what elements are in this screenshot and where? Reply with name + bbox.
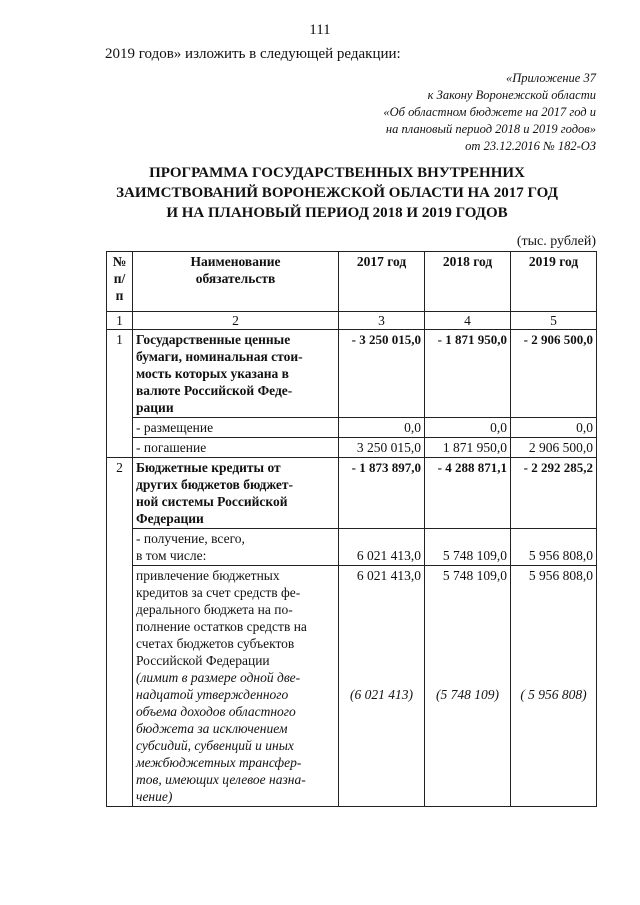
value-2017-cell — [339, 566, 425, 807]
header-2019: 2019 год — [511, 252, 597, 312]
value-2017: 0,0 — [339, 418, 425, 438]
appendix-reference — [383, 70, 596, 155]
header-2018: 2018 год — [425, 252, 511, 312]
row-name-placement: - размещение — [133, 418, 339, 438]
limit-note: (лимит в размере одной две- надцатой утвержденного объема доходов областного бюджета за исключением субсидий, субвенций и иных межбюджетных трансфер- тов, имеющих целевое назна- чение) — [136, 670, 306, 804]
value-2018: 5 748 109,0 — [442, 568, 507, 583]
header-num: № п/ п — [107, 252, 133, 312]
table-row-receipt — [107, 529, 597, 566]
value-2017: - 1 873 897,0 — [339, 458, 425, 529]
appendix-line: от 23.12.2016 № 182-ОЗ — [465, 139, 596, 153]
title-line: И НА ПЛАНОВЫЙ ПЕРИОД 2018 И 2019 ГОДОВ — [166, 205, 508, 221]
table-row-repayment — [107, 438, 597, 458]
row-name-budget-credits: Бюджетные кредиты от других бюджетов бюджет- ной системы Российской Федерации — [133, 458, 339, 529]
limit-2018: (5 748 109) — [436, 687, 499, 702]
program-title — [80, 163, 594, 223]
appendix-line: «Приложение 37 — [506, 71, 596, 85]
page-number: 111 — [309, 22, 331, 38]
appendix-line: на плановый период 2018 и 2019 годов» — [385, 122, 596, 136]
value-2018: 0,0 — [425, 418, 511, 438]
row-name-repayment: - погашение — [133, 438, 339, 458]
value-2017: 6 021 413,0 — [356, 568, 421, 583]
header-2017: 2017 год — [339, 252, 425, 312]
intro-line: 2019 годов» изложить в следующей редакции: — [105, 46, 401, 62]
limit-2017: (6 021 413) — [350, 687, 413, 702]
row-name-attraction: привлечение бюджетных кредитов за счет средств фе- дерального бюджета на по- полнение остатков средств на счетах бюджетов субъектов Российской Федерации (лимит в размере одной две- надцатой утвержденного объема доходов областного бюджета за исключением субсидий, субвенций и иных межбюджетных трансфер- тов, имеющих целевое назна- чение) — [133, 566, 339, 807]
borrowing-program-table — [106, 251, 597, 807]
value-2019: - 2 906 500,0 — [511, 330, 597, 418]
table-row-attraction — [107, 566, 597, 807]
row-name-receipt: - получение, всего, в том числе: — [133, 529, 339, 566]
row-number: 2 — [107, 458, 133, 807]
value-2019: 5 956 808,0 — [528, 568, 593, 583]
row-number: 1 — [107, 330, 133, 458]
column-number-row — [107, 312, 597, 330]
value-2018: 1 871 950,0 — [425, 438, 511, 458]
value-2019: 5 956 808,0 — [511, 529, 597, 566]
table-row-placement — [107, 418, 597, 438]
title-line: ПРОГРАММА ГОСУДАРСТВЕННЫХ ВНУТРЕННИХ — [149, 165, 525, 181]
value-2018: - 1 871 950,0 — [425, 330, 511, 418]
col-number: 4 — [425, 312, 511, 330]
col-number: 5 — [511, 312, 597, 330]
value-2018: - 4 288 871,1 — [425, 458, 511, 529]
value-2018-cell — [425, 566, 511, 807]
row-name-securities: Государственные ценные бумаги, номинальная стои- мость которых указана в валюте Российской Феде- рации — [133, 330, 339, 418]
value-2017: 3 250 015,0 — [339, 438, 425, 458]
table-row-securities — [107, 330, 597, 418]
table-header-row — [107, 252, 597, 312]
col-number: 1 — [107, 312, 133, 330]
limit-2019: ( 5 956 808) — [520, 687, 587, 702]
value-2019-cell — [511, 566, 597, 807]
appendix-line: «Об областном бюджете на 2017 год и — [383, 105, 596, 119]
value-2019: 0,0 — [511, 418, 597, 438]
header-name: Наименование обязательств — [133, 252, 339, 312]
col-number: 3 — [339, 312, 425, 330]
title-line: ЗАИМСТВОВАНИЙ ВОРОНЕЖСКОЙ ОБЛАСТИ НА 2017 ГОД — [116, 185, 558, 201]
value-2017: - 3 250 015,0 — [339, 330, 425, 418]
value-2019: - 2 292 285,2 — [511, 458, 597, 529]
value-2017: 6 021 413,0 — [339, 529, 425, 566]
value-2019: 2 906 500,0 — [511, 438, 597, 458]
table-row-budget-credits — [107, 458, 597, 529]
value-2018: 5 748 109,0 — [425, 529, 511, 566]
col-number: 2 — [133, 312, 339, 330]
appendix-line: к Закону Воронежской области — [427, 88, 596, 102]
units-label: (тыс. рублей) — [516, 234, 596, 249]
